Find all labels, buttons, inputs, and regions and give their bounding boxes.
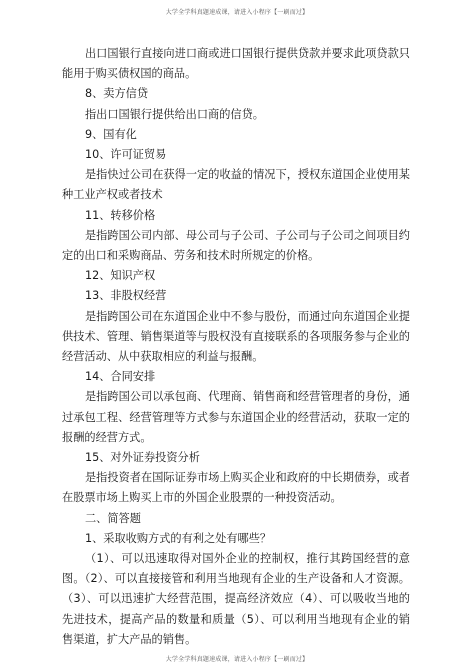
section-heading: 9、国有化 xyxy=(84,127,137,141)
section-heading: 11、转移价格 xyxy=(84,208,156,222)
section-heading: 10、许可证贸易 xyxy=(84,148,167,162)
section-heading: 14、合同安排 xyxy=(84,370,156,384)
paragraph: 出口国银行直接向进口商或进口国银行提供贷款并要求此项贷款只能用于购买债权国的商品。 xyxy=(62,47,410,81)
paragraph: 是指跨国公司在东道国企业中不参与股份，而通过向东道国企业提供技术、管理、销售渠道等与股权没有直接联系的各项服务参与企业的经营活动、从中获取相应的利益与报酬。 xyxy=(62,309,410,364)
section-heading: 15、对外证券投资分析 xyxy=(84,451,200,465)
section-heading: 8、卖方信贷 xyxy=(84,87,149,101)
paragraph: 指出口国银行提供给出口商的信贷。 xyxy=(84,107,264,121)
paragraph: 是指跨国公司以承包商、代理商、销售商和经营管理者的身份，通过承包工程、经营管理等方式参与东道国企业的经营活动，获取一定的报酬的经营方式。 xyxy=(62,390,410,444)
document-body xyxy=(62,44,410,650)
section-heading: 二、简答题 xyxy=(84,511,141,525)
paragraph: 是指跨国公司内部、母公司与子公司、子公司与子公司之间项目约定的出口和采购商品、劳务和技术时所规定的价格。 xyxy=(62,228,410,263)
page-header: 大学全学科真题速成课，请进入小程序【一刷而过】 xyxy=(165,9,309,16)
paragraph: 是指快过公司在获得一定的收益的情况下，授权东道国企业使用某种工业产权或者技术 xyxy=(62,168,410,202)
answer: （1）、可以迅速取得对国外企业的控制权，推行其跨国经营的意图。（2）、可以直接接管和利用当地现有企业的生产设备和人才资源。（3）、可以迅速扩大经营范围，提高经济效应（4）、可以吸收当地的先进技术，提高产品的数量和质量（5）、可以利用当地现有企业的销售渠道，扩大产品的销售。 xyxy=(62,552,410,646)
section-heading: 13、非股权经营 xyxy=(84,289,167,303)
page-footer: 大学全学科真题速成课，请进入小程序【一刷而过】 xyxy=(165,656,309,663)
section-heading: 12、知识产权 xyxy=(84,269,156,283)
question: 1、采取收购方式的有利之处有哪些？ xyxy=(84,531,272,545)
paragraph: 是指投资者在国际证券市场上购买企业和政府的中长期债券，或者在股票市场上购买上市的外国企业股票的一种投资活动。 xyxy=(62,471,410,505)
